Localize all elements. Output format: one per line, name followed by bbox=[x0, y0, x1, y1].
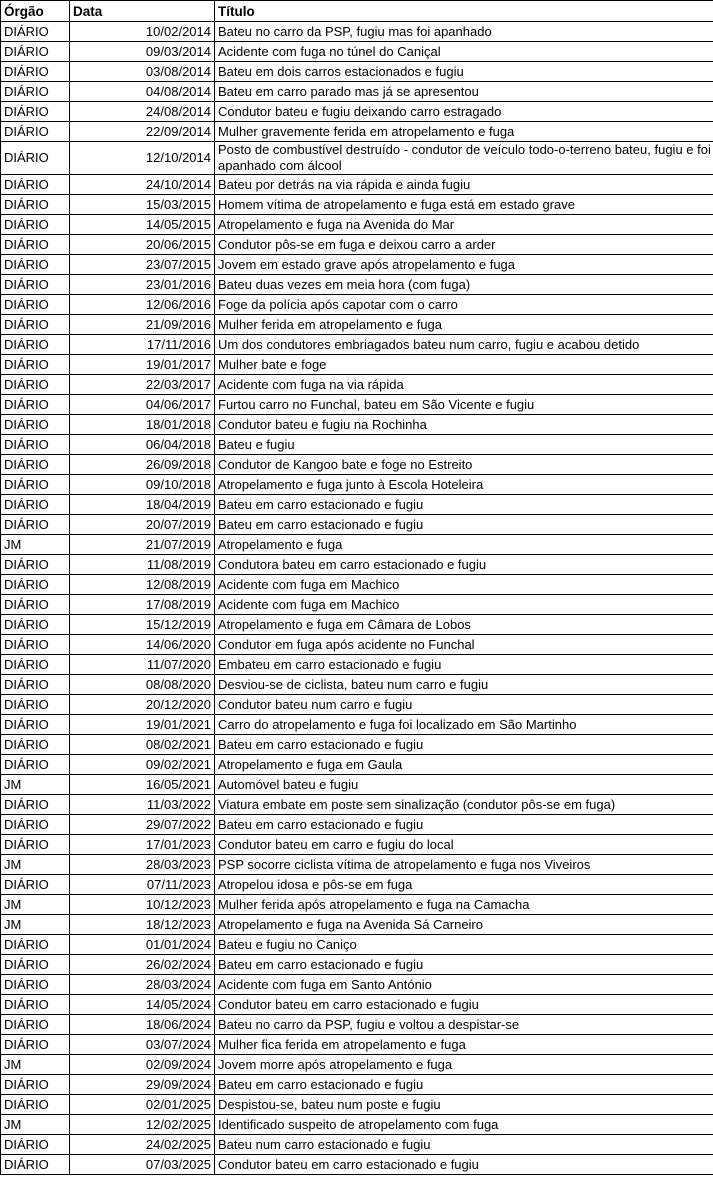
cell-titulo: Acidente com fuga em Machico bbox=[215, 595, 713, 615]
cell-titulo: Bateu num carro estacionado e fugiu bbox=[215, 1135, 713, 1155]
cell-titulo: Condutor pôs-se em fuga e deixou carro a arder bbox=[215, 235, 713, 255]
cell-data: 18/06/2024 bbox=[70, 1015, 215, 1035]
cell-data: 17/11/2016 bbox=[70, 335, 215, 355]
cell-data: 14/05/2015 bbox=[70, 215, 215, 235]
table-row bbox=[1, 475, 713, 495]
cell-titulo: Carro do atropelamento e fuga foi localizado em São Martinho bbox=[215, 715, 713, 735]
table-row bbox=[1, 82, 713, 102]
column-header-orgao: Órgão bbox=[1, 1, 70, 22]
cell-orgao: DIÁRIO bbox=[1, 635, 70, 655]
cell-orgao: DIÁRIO bbox=[1, 235, 70, 255]
table-row bbox=[1, 122, 713, 142]
cell-orgao: DIÁRIO bbox=[1, 495, 70, 515]
table-row bbox=[1, 815, 713, 835]
table-row bbox=[1, 955, 713, 975]
table-row bbox=[1, 355, 713, 375]
cell-titulo: Condutor bateu em carro estacionado e fugiu bbox=[215, 1155, 713, 1175]
cell-data: 24/02/2025 bbox=[70, 1135, 215, 1155]
cell-data: 04/08/2014 bbox=[70, 82, 215, 102]
cell-titulo: Bateu em carro estacionado e fugiu bbox=[215, 955, 713, 975]
table-row bbox=[1, 975, 713, 995]
table-row bbox=[1, 315, 713, 335]
cell-orgao: DIÁRIO bbox=[1, 795, 70, 815]
table-row bbox=[1, 215, 713, 235]
table-row bbox=[1, 575, 713, 595]
table-row bbox=[1, 1095, 713, 1115]
cell-titulo: Posto de combustível destruído - condutor de veículo todo-o-terreno bateu, fugiu e foi apanhado com álcool bbox=[215, 142, 713, 175]
table-row bbox=[1, 735, 713, 755]
cell-data: 23/07/2015 bbox=[70, 255, 215, 275]
cell-data: 18/04/2019 bbox=[70, 495, 215, 515]
cell-data: 26/02/2024 bbox=[70, 955, 215, 975]
cell-titulo: Atropelamento e fuga em Gaula bbox=[215, 755, 713, 775]
table-row bbox=[1, 755, 713, 775]
cell-data: 02/09/2024 bbox=[70, 1055, 215, 1075]
cell-orgao: DIÁRIO bbox=[1, 1035, 70, 1055]
table-row bbox=[1, 1115, 713, 1135]
cell-orgao: DIÁRIO bbox=[1, 435, 70, 455]
cell-titulo: Condutor bateu num carro e fugiu bbox=[215, 695, 713, 715]
table-row bbox=[1, 895, 713, 915]
table-row bbox=[1, 1055, 713, 1075]
table-row bbox=[1, 1015, 713, 1035]
table-row bbox=[1, 335, 713, 355]
cell-titulo: Bateu duas vezes em meia hora (com fuga) bbox=[215, 275, 713, 295]
cell-orgao: DIÁRIO bbox=[1, 555, 70, 575]
table-body bbox=[1, 22, 713, 1175]
cell-titulo: Condutora bateu em carro estacionado e fugiu bbox=[215, 555, 713, 575]
cell-orgao: DIÁRIO bbox=[1, 515, 70, 535]
cell-orgao: DIÁRIO bbox=[1, 315, 70, 335]
cell-orgao: DIÁRIO bbox=[1, 615, 70, 635]
cell-data: 15/12/2019 bbox=[70, 615, 215, 635]
cell-data: 12/10/2014 bbox=[70, 142, 215, 175]
table-row bbox=[1, 455, 713, 475]
cell-orgao: DIÁRIO bbox=[1, 455, 70, 475]
cell-data: 14/05/2024 bbox=[70, 995, 215, 1015]
cell-orgao: DIÁRIO bbox=[1, 82, 70, 102]
table-row bbox=[1, 635, 713, 655]
cell-orgao: DIÁRIO bbox=[1, 395, 70, 415]
table-row bbox=[1, 235, 713, 255]
table-row bbox=[1, 935, 713, 955]
cell-titulo: Bateu por detrás na via rápida e ainda fugiu bbox=[215, 175, 713, 195]
table-row bbox=[1, 295, 713, 315]
cell-orgao: DIÁRIO bbox=[1, 1075, 70, 1095]
cell-orgao: DIÁRIO bbox=[1, 655, 70, 675]
cell-data: 16/05/2021 bbox=[70, 775, 215, 795]
cell-data: 15/03/2015 bbox=[70, 195, 215, 215]
table-row bbox=[1, 835, 713, 855]
cell-titulo: Bateu e fugiu bbox=[215, 435, 713, 455]
table-row bbox=[1, 915, 713, 935]
cell-data: 10/12/2023 bbox=[70, 895, 215, 915]
cell-data: 10/02/2014 bbox=[70, 22, 215, 42]
table-row bbox=[1, 375, 713, 395]
table-row bbox=[1, 22, 713, 42]
cell-orgao: DIÁRIO bbox=[1, 755, 70, 775]
table-row bbox=[1, 1155, 713, 1175]
table-row bbox=[1, 175, 713, 195]
cell-data: 17/01/2023 bbox=[70, 835, 215, 855]
table-row bbox=[1, 142, 713, 175]
cell-data: 04/06/2017 bbox=[70, 395, 215, 415]
cell-titulo: Bateu em carro estacionado e fugiu bbox=[215, 735, 713, 755]
table-row bbox=[1, 495, 713, 515]
cell-titulo: Embateu em carro estacionado e fugiu bbox=[215, 655, 713, 675]
table-row bbox=[1, 515, 713, 535]
cell-data: 12/06/2016 bbox=[70, 295, 215, 315]
cell-titulo: PSP socorre ciclista vítima de atropelamento e fuga nos Viveiros bbox=[215, 855, 713, 875]
table-row bbox=[1, 42, 713, 62]
cell-data: 19/01/2021 bbox=[70, 715, 215, 735]
cell-data: 24/10/2014 bbox=[70, 175, 215, 195]
cell-orgao: DIÁRIO bbox=[1, 1095, 70, 1115]
cell-titulo: Jovem morre após atropelamento e fuga bbox=[215, 1055, 713, 1075]
cell-orgao: JM bbox=[1, 915, 70, 935]
cell-orgao: JM bbox=[1, 895, 70, 915]
cell-titulo: Mulher bate e foge bbox=[215, 355, 713, 375]
cell-titulo: Condutor bateu e fugiu na Rochinha bbox=[215, 415, 713, 435]
cell-titulo: Condutor bateu em carro estacionado e fugiu bbox=[215, 995, 713, 1015]
cell-titulo: Foge da polícia após capotar com o carro bbox=[215, 295, 713, 315]
table-row bbox=[1, 435, 713, 455]
cell-orgao: DIÁRIO bbox=[1, 42, 70, 62]
cell-orgao: DIÁRIO bbox=[1, 995, 70, 1015]
cell-data: 20/06/2015 bbox=[70, 235, 215, 255]
cell-titulo: Viatura embate em poste sem sinalização (condutor pôs-se em fuga) bbox=[215, 795, 713, 815]
cell-data: 07/11/2023 bbox=[70, 875, 215, 895]
cell-orgao: DIÁRIO bbox=[1, 595, 70, 615]
cell-titulo: Bateu e fugiu no Caniço bbox=[215, 935, 713, 955]
cell-titulo: Acidente com fuga no túnel do Caniçal bbox=[215, 42, 713, 62]
cell-orgao: DIÁRIO bbox=[1, 355, 70, 375]
cell-data: 11/03/2022 bbox=[70, 795, 215, 815]
cell-orgao: DIÁRIO bbox=[1, 975, 70, 995]
cell-orgao: DIÁRIO bbox=[1, 142, 70, 175]
cell-data: 09/03/2014 bbox=[70, 42, 215, 62]
cell-orgao: DIÁRIO bbox=[1, 815, 70, 835]
cell-orgao: DIÁRIO bbox=[1, 715, 70, 735]
cell-data: 12/02/2025 bbox=[70, 1115, 215, 1135]
cell-orgao: DIÁRIO bbox=[1, 475, 70, 495]
table-row bbox=[1, 775, 713, 795]
cell-titulo: Atropelamento e fuga em Câmara de Lobos bbox=[215, 615, 713, 635]
table-row bbox=[1, 1075, 713, 1095]
cell-orgao: DIÁRIO bbox=[1, 175, 70, 195]
cell-orgao: DIÁRIO bbox=[1, 835, 70, 855]
cell-orgao: DIÁRIO bbox=[1, 295, 70, 315]
cell-orgao: DIÁRIO bbox=[1, 122, 70, 142]
cell-titulo: Atropelou idosa e pôs-se em fuga bbox=[215, 875, 713, 895]
cell-titulo: Condutor de Kangoo bate e foge no Estreito bbox=[215, 455, 713, 475]
cell-data: 03/08/2014 bbox=[70, 62, 215, 82]
cell-orgao: DIÁRIO bbox=[1, 335, 70, 355]
cell-orgao: DIÁRIO bbox=[1, 102, 70, 122]
cell-orgao: DIÁRIO bbox=[1, 415, 70, 435]
cell-data: 20/12/2020 bbox=[70, 695, 215, 715]
cell-titulo: Bateu no carro da PSP, fugiu e voltou a despistar-se bbox=[215, 1015, 713, 1035]
cell-titulo: Condutor em fuga após acidente no Funchal bbox=[215, 635, 713, 655]
table-row bbox=[1, 615, 713, 635]
table-row bbox=[1, 875, 713, 895]
cell-data: 18/12/2023 bbox=[70, 915, 215, 935]
cell-orgao: DIÁRIO bbox=[1, 675, 70, 695]
cell-orgao: JM bbox=[1, 1115, 70, 1135]
cell-titulo: Mulher ferida após atropelamento e fuga na Camacha bbox=[215, 895, 713, 915]
cell-titulo: Bateu em carro estacionado e fugiu bbox=[215, 1075, 713, 1095]
column-header-data: Data bbox=[70, 1, 215, 22]
cell-titulo: Acidente com fuga em Machico bbox=[215, 575, 713, 595]
cell-data: 29/09/2024 bbox=[70, 1075, 215, 1095]
table-row bbox=[1, 655, 713, 675]
cell-data: 22/09/2014 bbox=[70, 122, 215, 142]
table-row bbox=[1, 675, 713, 695]
cell-orgao: DIÁRIO bbox=[1, 375, 70, 395]
cell-titulo: Mulher ferida em atropelamento e fuga bbox=[215, 315, 713, 335]
cell-orgao: JM bbox=[1, 855, 70, 875]
cell-data: 06/04/2018 bbox=[70, 435, 215, 455]
cell-data: 22/03/2017 bbox=[70, 375, 215, 395]
cell-data: 14/06/2020 bbox=[70, 635, 215, 655]
cell-data: 12/08/2019 bbox=[70, 575, 215, 595]
cell-titulo: Condutor bateu e fugiu deixando carro estragado bbox=[215, 102, 713, 122]
cell-titulo: Jovem em estado grave após atropelamento e fuga bbox=[215, 255, 713, 275]
cell-orgao: DIÁRIO bbox=[1, 735, 70, 755]
cell-data: 09/10/2018 bbox=[70, 475, 215, 495]
cell-data: 29/07/2022 bbox=[70, 815, 215, 835]
table-row bbox=[1, 1135, 713, 1155]
cell-orgao: JM bbox=[1, 535, 70, 555]
table-row bbox=[1, 395, 713, 415]
cell-data: 20/07/2019 bbox=[70, 515, 215, 535]
cell-titulo: Mulher fica ferida em atropelamento e fuga bbox=[215, 1035, 713, 1055]
cell-orgao: DIÁRIO bbox=[1, 1015, 70, 1035]
cell-orgao: DIÁRIO bbox=[1, 275, 70, 295]
table-row bbox=[1, 715, 713, 735]
cell-titulo: Condutor bateu em carro e fugiu do local bbox=[215, 835, 713, 855]
table-row bbox=[1, 535, 713, 555]
table-row bbox=[1, 995, 713, 1015]
cell-titulo: Identificado suspeito de atropelamento com fuga bbox=[215, 1115, 713, 1135]
cell-data: 03/07/2024 bbox=[70, 1035, 215, 1055]
cell-orgao: DIÁRIO bbox=[1, 195, 70, 215]
cell-data: 26/09/2018 bbox=[70, 455, 215, 475]
cell-data: 17/08/2019 bbox=[70, 595, 215, 615]
cell-orgao: DIÁRIO bbox=[1, 575, 70, 595]
cell-data: 19/01/2017 bbox=[70, 355, 215, 375]
cell-data: 11/07/2020 bbox=[70, 655, 215, 675]
cell-data: 28/03/2024 bbox=[70, 975, 215, 995]
table-row bbox=[1, 1035, 713, 1055]
cell-data: 18/01/2018 bbox=[70, 415, 215, 435]
table-row bbox=[1, 795, 713, 815]
table-row bbox=[1, 415, 713, 435]
cell-data: 24/08/2014 bbox=[70, 102, 215, 122]
cell-titulo: Bateu em carro parado mas já se apresentou bbox=[215, 82, 713, 102]
table-row bbox=[1, 275, 713, 295]
cell-titulo: Atropelamento e fuga junto à Escola Hoteleira bbox=[215, 475, 713, 495]
cell-data: 11/08/2019 bbox=[70, 555, 215, 575]
cell-titulo: Atropelamento e fuga na Avenida do Mar bbox=[215, 215, 713, 235]
cell-orgao: DIÁRIO bbox=[1, 22, 70, 42]
header-row bbox=[1, 1, 713, 22]
cell-orgao: DIÁRIO bbox=[1, 62, 70, 82]
cell-data: 01/01/2024 bbox=[70, 935, 215, 955]
cell-data: 08/08/2020 bbox=[70, 675, 215, 695]
cell-data: 09/02/2021 bbox=[70, 755, 215, 775]
cell-titulo: Acidente com fuga na via rápida bbox=[215, 375, 713, 395]
cell-titulo: Bateu em carro estacionado e fugiu bbox=[215, 515, 713, 535]
cell-titulo: Bateu em carro estacionado e fugiu bbox=[215, 495, 713, 515]
cell-orgao: DIÁRIO bbox=[1, 1135, 70, 1155]
table-row bbox=[1, 195, 713, 215]
cell-orgao: DIÁRIO bbox=[1, 215, 70, 235]
cell-titulo: Atropelamento e fuga na Avenida Sá Carneiro bbox=[215, 915, 713, 935]
table-row bbox=[1, 595, 713, 615]
cell-titulo: Desviou-se de ciclista, bateu num carro e fugiu bbox=[215, 675, 713, 695]
cell-orgao: DIÁRIO bbox=[1, 955, 70, 975]
cell-orgao: DIÁRIO bbox=[1, 255, 70, 275]
cell-titulo: Atropelamento e fuga bbox=[215, 535, 713, 555]
table-row bbox=[1, 102, 713, 122]
cell-orgao: DIÁRIO bbox=[1, 1155, 70, 1175]
cell-titulo: Bateu no carro da PSP, fugiu mas foi apanhado bbox=[215, 22, 713, 42]
column-header-titulo: Título bbox=[215, 1, 713, 22]
cell-titulo: Bateu em carro estacionado e fugiu bbox=[215, 815, 713, 835]
cell-titulo: Despistou-se, bateu num poste e fugiu bbox=[215, 1095, 713, 1115]
table-row bbox=[1, 555, 713, 575]
cell-data: 02/01/2025 bbox=[70, 1095, 215, 1115]
cell-titulo: Um dos condutores embriagados bateu num carro, fugiu e acabou detido bbox=[215, 335, 713, 355]
cell-titulo: Homem vítima de atropelamento e fuga está em estado grave bbox=[215, 195, 713, 215]
cell-orgao: DIÁRIO bbox=[1, 695, 70, 715]
table-row bbox=[1, 855, 713, 875]
cell-titulo: Acidente com fuga em Santo António bbox=[215, 975, 713, 995]
table-row bbox=[1, 695, 713, 715]
cell-titulo: Furtou carro no Funchal, bateu em São Vicente e fugiu bbox=[215, 395, 713, 415]
cell-data: 28/03/2023 bbox=[70, 855, 215, 875]
cell-data: 21/07/2019 bbox=[70, 535, 215, 555]
cell-data: 07/03/2025 bbox=[70, 1155, 215, 1175]
cell-data: 08/02/2021 bbox=[70, 735, 215, 755]
cell-data: 21/09/2016 bbox=[70, 315, 215, 335]
cell-orgao: JM bbox=[1, 775, 70, 795]
cell-titulo: Automóvel bateu e fugiu bbox=[215, 775, 713, 795]
cell-orgao: DIÁRIO bbox=[1, 935, 70, 955]
table-row bbox=[1, 62, 713, 82]
cell-titulo: Bateu em dois carros estacionados e fugiu bbox=[215, 62, 713, 82]
cell-orgao: JM bbox=[1, 1055, 70, 1075]
cell-data: 23/01/2016 bbox=[70, 275, 215, 295]
cell-titulo: Mulher gravemente ferida em atropelamento e fuga bbox=[215, 122, 713, 142]
table-row bbox=[1, 255, 713, 275]
cell-orgao: DIÁRIO bbox=[1, 875, 70, 895]
